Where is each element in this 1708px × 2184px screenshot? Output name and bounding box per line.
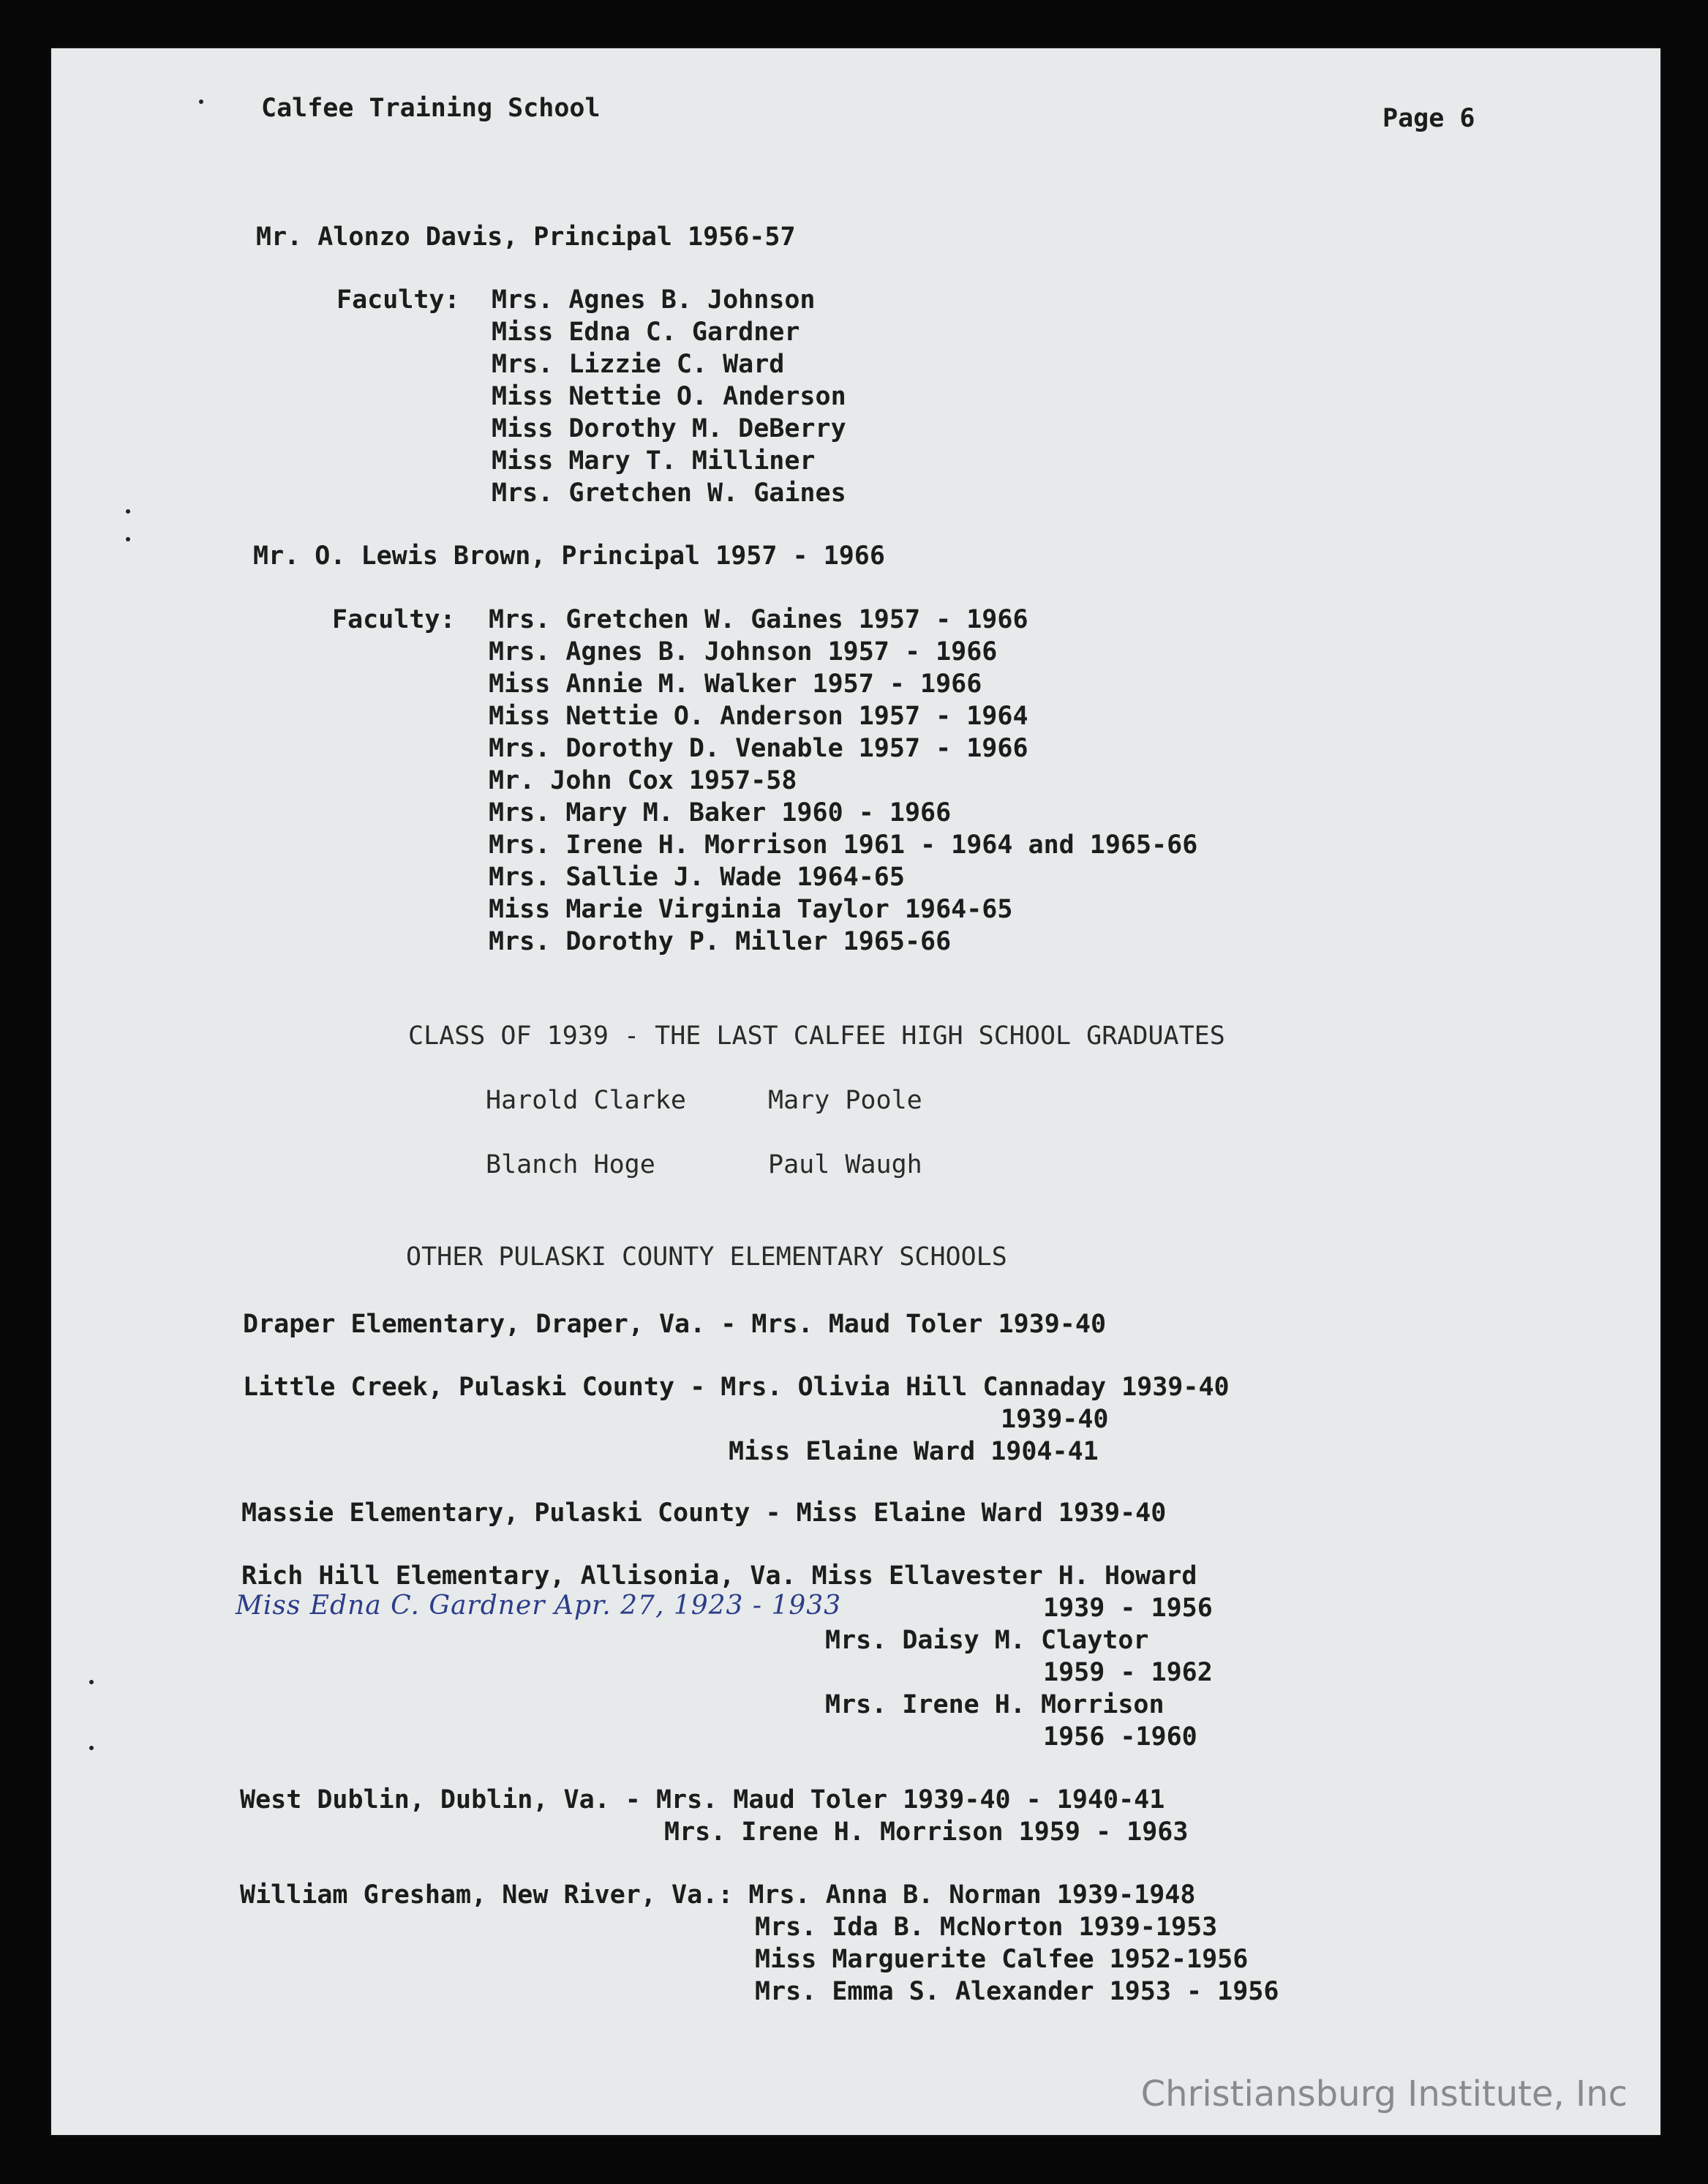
graduate-blanch-hoge: Blanch Hoge [486,1150,655,1179]
william-gresham: William Gresham, New River, Va.: Mrs. Anna B. Norman 1939-1948 [240,1880,1196,1910]
rich-hill-year1: 1939 - 1956 [1043,1594,1213,1623]
brown-faculty-3: Miss Annie M. Walker 1957 - 1966 [489,669,982,699]
brown-principal: Mr. O. Lewis Brown, Principal 1957 - 1966 [253,541,885,571]
brown-faculty-10: Miss Marie Virginia Taylor 1964-65 [489,895,1013,924]
brown-faculty-7: Mrs. Mary M. Baker 1960 - 1966 [489,798,952,828]
davis-faculty-4: Miss Nettie O. Anderson [492,382,846,411]
davis-faculty-label: Faculty: [336,285,460,315]
header-school: Calfee Training School [261,94,601,123]
watermark-text: Christiansburg Institute, Inc [1140,2074,1628,2114]
massie-elementary: Massie Elementary, Pulaski County - Miss Elaine Ward 1939-40 [241,1498,1167,1528]
class-1939-heading: CLASS OF 1939 - THE LAST CALFEE HIGH SCHOOL GRADUATES [408,1021,1225,1051]
rich-hill-year2: 1959 - 1962 [1043,1658,1213,1687]
paper-speck [126,537,130,541]
brown-faculty-label: Faculty: [332,605,456,634]
davis-faculty-6: Miss Mary T. Milliner [492,446,816,476]
brown-faculty-6: Mr. John Cox 1957-58 [489,766,797,795]
brown-faculty-9: Mrs. Sallie J. Wade 1964-65 [489,863,905,892]
rich-hill-teacher3: Mrs. Irene H. Morrison [825,1690,1165,1719]
document-page [51,48,1660,2135]
little-creek: Little Creek, Pulaski County - Mrs. Olivia Hill Cannaday 1939-40 [243,1373,1230,1402]
rich-hill-teacher2: Mrs. Daisy M. Claytor [825,1626,1149,1655]
west-dublin: West Dublin, Dublin, Va. - Mrs. Maud Toler 1939-40 - 1940-41 [240,1785,1165,1815]
brown-faculty-5: Mrs. Dorothy D. Venable 1957 - 1966 [489,734,1028,763]
rich-hill-elementary: Rich Hill Elementary, Allisonia, Va. Miss Ellavester H. Howard [241,1561,1197,1591]
west-dublin-teacher2: Mrs. Irene H. Morrison 1959 - 1963 [664,1817,1189,1847]
davis-faculty-7: Mrs. Gretchen W. Gaines [492,479,846,508]
graduate-paul-waugh: Paul Waugh [768,1150,922,1179]
davis-principal: Mr. Alonzo Davis, Principal 1956-57 [256,222,796,252]
header-page-number: Page 6 [1382,104,1475,133]
paper-speck [126,509,130,514]
william-gresham-teacher2: Mrs. Ida B. McNorton 1939-1953 [755,1913,1218,1942]
graduate-harold-clarke: Harold Clarke [486,1086,686,1115]
brown-faculty-1: Mrs. Gretchen W. Gaines 1957 - 1966 [489,605,1028,634]
draper-elementary: Draper Elementary, Draper, Va. - Mrs. Maud Toler 1939-40 [243,1310,1107,1339]
other-schools-heading: OTHER PULASKI COUNTY ELEMENTARY SCHOOLS [406,1242,1007,1272]
brown-faculty-8: Mrs. Irene H. Morrison 1961 - 1964 and 1965-66 [489,830,1198,860]
davis-faculty-5: Miss Dorothy M. DeBerry [492,414,846,443]
william-gresham-teacher3: Miss Marguerite Calfee 1952-1956 [755,1945,1249,1974]
brown-faculty-2: Mrs. Agnes B. Johnson 1957 - 1966 [489,637,998,667]
davis-faculty-3: Mrs. Lizzie C. Ward [492,350,785,379]
rich-hill-year3: 1956 -1960 [1043,1722,1197,1752]
paper-speck [89,1746,94,1750]
davis-faculty-1: Mrs. Agnes B. Johnson [492,285,816,315]
paper-speck [89,1680,94,1684]
william-gresham-teacher4: Mrs. Emma S. Alexander 1953 - 1956 [755,1977,1279,2006]
brown-faculty-4: Miss Nettie O. Anderson 1957 - 1964 [489,702,1028,731]
paper-speck [199,100,203,104]
little-creek-year2: 1939-40 [1001,1405,1109,1434]
handwritten-annotation: Miss Edna C. Gardner Apr. 27, 1923 - 1933 [236,1591,842,1621]
graduate-mary-poole: Mary Poole [768,1086,922,1115]
brown-faculty-11: Mrs. Dorothy P. Miller 1965-66 [489,927,952,956]
little-creek-teacher2: Miss Elaine Ward 1904-41 [729,1437,1099,1466]
davis-faculty-2: Miss Edna C. Gardner [492,318,800,347]
